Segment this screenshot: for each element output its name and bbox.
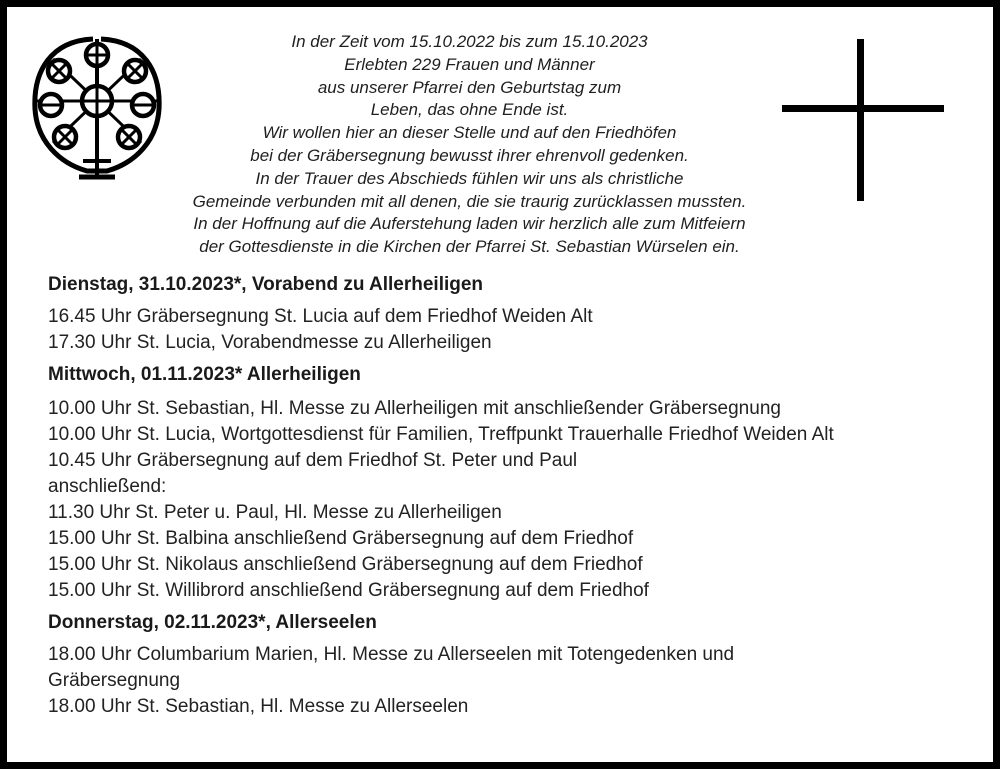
schedule-entry: 17.30 Uhr St. Lucia, Vorabendmesse zu Allerheiligen [48, 332, 492, 353]
notice-frame [7, 7, 993, 762]
intro-line: Wir wollen hier an dieser Stelle und auf den Friedhöfen [262, 123, 677, 143]
intro-line: Gemeinde verbunden mit all denen, die sie traurig zurücklassen mussten. [192, 191, 747, 211]
intro-line: aus unserer Pfarrei den Geburtstag zum [317, 77, 622, 97]
schedule-entry: 15.00 Uhr St. Balbina anschließend Gräbersegnung auf dem Friedhof [48, 528, 634, 549]
schedule-entry: 18.00 Uhr St. Sebastian, Hl. Messe zu Allerseelen [48, 696, 469, 717]
intro-line: In der Trauer des Abschieds fühlen wir uns als christliche [255, 168, 684, 188]
schedule-entry: anschließend: [48, 476, 167, 497]
intro-line: In der Hoffnung auf die Auferstehung laden wir herzlich alle zum Mitfeiern [193, 214, 746, 234]
day-heading: Dienstag, 31.10.2023*, Vorabend zu Allerheiligen [48, 274, 484, 295]
entry-list [48, 304, 983, 356]
schedule-entry: 10.45 Uhr Gräbersegnung auf dem Friedhof St. Peter und Paul [48, 450, 578, 471]
intro-text [177, 31, 762, 259]
schedule-entry: 11.30 Uhr St. Peter u. Paul, Hl. Messe zu Allerheiligen [48, 502, 502, 523]
day-section-wednesday [48, 362, 983, 604]
intro-line: In der Zeit vom 15.10.2022 bis zum 15.10.2023 [291, 32, 648, 51]
intro-line: Erlebten 229 Frauen und Männer [344, 54, 595, 74]
entry-list [48, 396, 983, 604]
entry-list [48, 642, 983, 720]
cross-icon [782, 39, 944, 201]
schedule-entry: 18.00 Uhr Columbarium Marien, Hl. Messe zu Allerseelen mit Totengedenken und [48, 644, 735, 665]
schedule-entry: 15.00 Uhr St. Willibrord anschließend Gräbersegnung auf dem Friedhof [48, 580, 649, 601]
day-section-thursday [48, 610, 983, 720]
day-heading: Mittwoch, 01.11.2023* Allerheiligen [48, 364, 361, 385]
schedule-entry: 10.00 Uhr St. Lucia, Wortgottesdienst für Familien, Treffpunkt Trauerhalle Friedhof Weiden Alt [48, 424, 834, 445]
schedule-entry: 15.00 Uhr St. Nikolaus anschließend Gräbersegnung auf dem Friedhof [48, 554, 643, 575]
schedule-entry: 10.00 Uhr St. Sebastian, Hl. Messe zu Allerheiligen mit anschließender Gräbersegnung [48, 398, 781, 419]
intro-line: bei der Gräbersegnung bewusst ihrer ehrenvoll gedenken. [250, 145, 689, 165]
schedule-entry: 16.45 Uhr Gräbersegnung St. Lucia auf dem Friedhof Weiden Alt [48, 306, 593, 327]
parish-emblem-icon [31, 31, 163, 181]
day-section-tuesday [48, 272, 983, 356]
service-schedule [48, 272, 983, 720]
intro-line: Leben, das ohne Ende ist. [370, 100, 569, 120]
schedule-entry: Gräbersegnung [48, 670, 181, 691]
day-heading: Donnerstag, 02.11.2023*, Allerseelen [48, 612, 377, 633]
intro-line: der Gottesdienste in die Kirchen der Pfarrei St. Sebastian Würselen ein. [199, 237, 740, 257]
